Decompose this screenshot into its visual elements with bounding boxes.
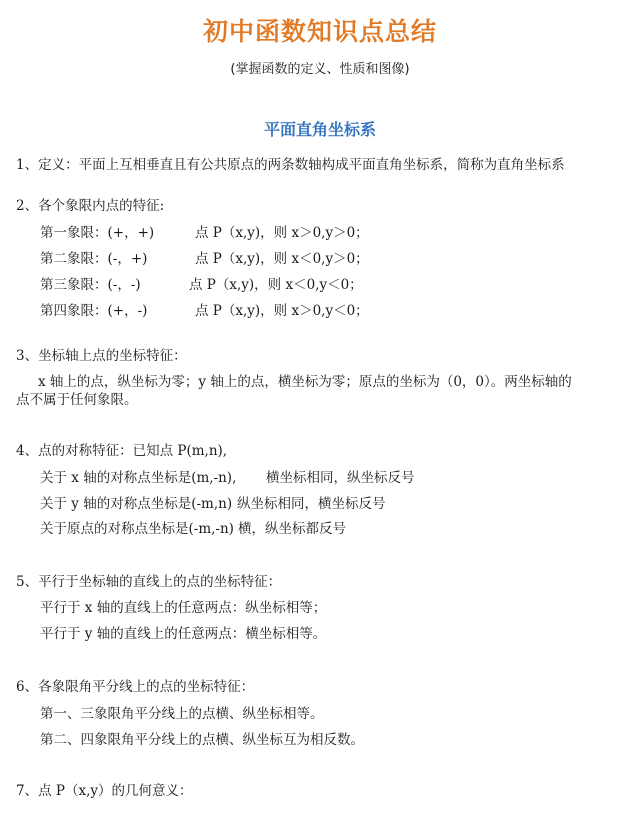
section-title: 平面直角坐标系 — [263, 120, 376, 139]
quadrant-row-label: 第三象限：(-，-) — [40, 277, 141, 293]
item2-heading: 2、各个象限内点的特征: — [16, 198, 165, 214]
symmetry-row-label: 关于 x 轴的对称点坐标是(m,-n), — [40, 470, 237, 486]
symmetry-row-desc: 横坐标相同，纵坐标反号 — [266, 470, 415, 486]
quadrant-row-label: 第四象限：(+，-) — [40, 303, 148, 319]
item6-heading: 6、各象限角平分线上的点的坐标特征： — [16, 679, 255, 695]
page-subtitle: (掌握函数的定义、性质和图像) — [230, 62, 410, 77]
page-title: 初中函数知识点总结 — [202, 17, 437, 46]
quadrant-row-label: 第一象限：(+，+) — [40, 225, 155, 241]
item4-heading: 4、点的对称特征：已知点 P(m,n), — [16, 443, 228, 459]
symmetry-row-label: 关于 y 轴的对称点坐标是(-m,n) — [40, 496, 233, 512]
item5-line: 平行于 y 轴的直线上的任意两点：横坐标相等。 — [40, 626, 327, 642]
quadrant-row-desc: 点 P（x,y)，则 x＜0,y＜0； — [189, 277, 363, 293]
quadrant-row-desc: 点 P（x,y)，则 x＜0,y＞0； — [195, 251, 369, 267]
item5-heading: 5、平行于坐标轴的直线上的点的坐标特征： — [16, 574, 282, 590]
item6-line: 第一、三象限角平分线上的点横、纵坐标相等。 — [40, 706, 324, 722]
symmetry-row-label: 关于原点的对称点坐标是(-m,-n) — [40, 521, 234, 537]
symmetry-row-desc: 纵坐标相同，横坐标反号 — [237, 496, 386, 512]
quadrant-row-label: 第二象限：(-，+) — [40, 251, 148, 267]
item3-line: x 轴上的点，纵坐标为零；y 轴上的点，横坐标为零；原点的坐标为（0，0）。两坐标轴的 — [38, 374, 572, 390]
quadrant-row-desc: 点 P（x,y)，则 x＞0,y＞0； — [195, 225, 369, 241]
item1-definition: 1、定义：平面上互相垂直且有公共原点的两条数轴构成平面直角坐标系，简称为直角坐标系 — [16, 157, 565, 173]
item3-heading: 3、坐标轴上点的坐标特征： — [16, 348, 187, 364]
symmetry-row-desc: 横，纵坐标都反号 — [238, 521, 346, 537]
item5-line: 平行于 x 轴的直线上的任意两点：纵坐标相等； — [40, 600, 327, 616]
item7-heading: 7、点 P（x,y）的几何意义： — [16, 783, 193, 799]
item3-line: 点不属于任何象限。 — [16, 392, 138, 408]
item6-line: 第二、四象限角平分线上的点横、纵坐标互为相反数。 — [40, 732, 364, 748]
quadrant-row-desc: 点 P（x,y)，则 x＞0,y＜0； — [195, 303, 369, 319]
